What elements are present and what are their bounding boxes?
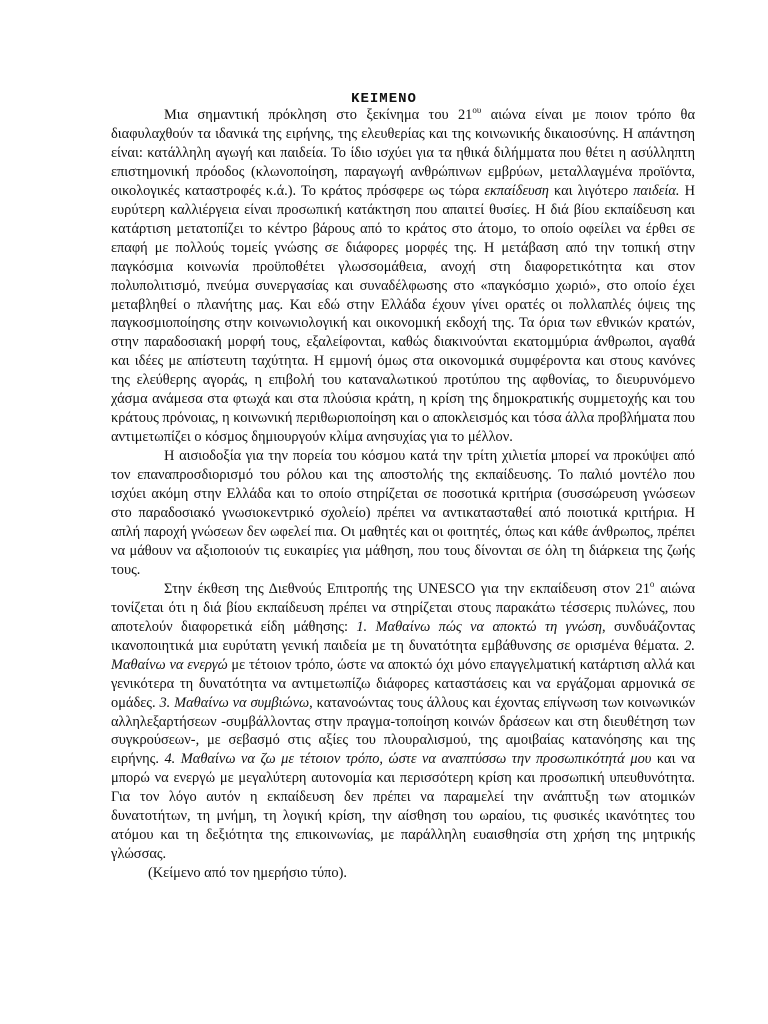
- paragraph-1: [111, 106, 695, 447]
- p1-text-a: Μια σημαντική πρόκληση στο ξεκίνημα του 21: [164, 107, 473, 123]
- p3-text-a: Στην έκθεση της Διεθνούς Επιτροπής της UNESCO για την εκπαίδευση στον 21: [164, 580, 650, 597]
- pillar-4: 4. Μαθαίνω να ζω με τέτοιον τρόπο, ώστε να αναπτύσσω την προσωπικότητά μου: [164, 751, 652, 768]
- p1-text-d: Η ευρύτερη καλλιέργεια είναι προσωπική κατάκτηση που απαιτεί θυσίες. Η διά βίου εκπαίδευση και κατάρτιση μετατοπίζει το κέντρο βάρους από το κράτος στο άτομο, το οποίο οφείλει να έρθει σε επαφή με πολλούς τομείς γνώσης σε διάφορες μορφές της. Η μετάβαση από την τοπική στην παγκόσμια κοινωνία προϋποθέτει γλωσσομάθεια, ανοχή στη διαφορετικότητα και στον πολυπολιτισμό, πνεύμα συνεργασίας και συναδέλφωσης στο «παγκόσμιο χωριό», στο οποίο έχει μεταβληθεί ο πλανήτης μας. Και εδώ στην Ελλάδα έχουν γίνει ορατές οι πολλαπλές όψεις της παγκοσμιοποίησης στην κοινωνιολογική και οικονομική εκδοχή της. Τα όρια των εθνικών κρατών, στην παραδοσιακή μορφή τους, εξαλείφονται, καθώς διακινούνται εκατομμύρια άνθρωποι, αγαθά και ιδέες με απίστευτη ταχύτητα. Η εμμονή όμως στα οικονομικά συμφέροντα και στους κανόνες της ελεύθερης αγοράς, η επιβολή του καταναλωτικού προτύπου της αφθονίας, το διευρυνόμενο χάσμα ανάμεσα στα φτωχά και στα πλούσια κράτη, η κρίση της δημοκρατικής συμμετοχής και του κράτους πρόνοιας, η κοινωνική περιθωριοποίηση και ο αποκλεισμός και τόσα άλλα προβλήματα που αντιμετωπίζει ο κόσμος δημιουργούν κλίμα ανησυχίας για το μέλλον.: [111, 182, 695, 446]
- pillar-3: 3. Μαθαίνω να συμβιώνω: [159, 694, 310, 711]
- p1-text-c: και λιγότερο: [548, 182, 634, 199]
- p1-emphasis-culture: παιδεία.: [633, 182, 680, 199]
- p1-superscript: ου: [472, 105, 482, 116]
- p3-superscript: ο: [649, 579, 655, 590]
- p3-text-f: και να μπορώ να ενεργώ με μεγαλύτερη αυτονομία και περισσότερη κρίση και προσωπική υπευθυνότητα. Για τον λόγο αυτόν η εκπαίδευση δεν πρέπει να παραμελεί την ανάπτυξη των ατομικών δυνατοτήτων, τη μνήμη, τη λογική κρίση, την αίσθηση του ωραίου, τις φυσικές ικανότητες του ατόμου και τη δεξιότητα της επικοινωνίας, με παράλληλη ευαισθησία στη χρήση της μητρικής γλώσσας.: [111, 751, 695, 863]
- paragraph-2: Η αισιοδοξία για την πορεία του κόσμου κατά την τρίτη χιλιετία μπορεί να προκύψει από τον επαναπροσδιορισμό του ρόλου και της αποστολής της εκπαίδευσης. Το παλιό μοντέλο που ισχύει ακόμη στην Ελλάδα και το οποίο στηρίζεται σε ποσοτικά κριτήρια (συσσώρευση γνώσεων στο παραδοσιακό γνωσιοκεντρικό σχολείο) πρέπει να αντικατασταθεί από ποιοτικά κριτήρια. Η απλή παροχή γνώσεων δεν ωφελεί πια. Οι μαθητές και οι φοιτητές, όπως και κάθε άνθρωπος, πρέπει να μάθουν να αξιοποιούν τις ευκαιρίες για μάθηση, που τους δίνονται σε όλη τη διάρκεια της ζωής τους.: [111, 448, 695, 578]
- p3-text-b: αιώνα τονίζεται ότι η διά βίου εκπαίδευση πρέπει να στηρίζεται στους παρακάτω τέσσερις πυλώνες, που αποτελούν διαφορετικά είδη μάθησης:: [111, 580, 695, 635]
- pillar-1: 1. Μαθαίνω πώς να αποκτώ τη γνώση: [356, 618, 602, 635]
- document-title: ΚΕΙΜΕΝΟ: [351, 91, 417, 107]
- p3-text-d: με τέτοιον τρόπο, ώστε να αποκτώ όχι μόνο επαγγελματική κατάρτιση αλλά και γενικότερα τη δυνατότητα να αντιμετωπίζω διάφορες καταστάσεις και να εργάζομαι αρμονικά σε ομάδες.: [111, 656, 695, 711]
- p3-text-c: , συνδυάζοντας ικανοποιητικά μια ευρύτατη γενική παιδεία με τη δυνατότητα εμβάθυνσης σε ορισμένα θέματα.: [111, 618, 695, 654]
- paragraph-3: [111, 580, 695, 864]
- document-body: [111, 106, 695, 883]
- p1-text-b: αιώνα είναι με ποιον τρόπο θα διαφυλαχθούν τα ιδανικά της ειρήνης, της ελευθερίας και της κοινωνικής δικαιοσύνης. Η απάντηση είναι: κατάλληλη αγωγή και παιδεία. Το ίδιο ισχύει για τα ηθικά διλήμματα που θέτει η ασύλληπτη επιστημονική πρόοδος (κλωνοποίηση, παραγωγή ανθρώπινων εμβρύων, μεταλλαγμένα προϊόντα, οικολογικές καταστροφές κ.ά.). Το κράτος πρόσφερε ως τώρα: [111, 107, 695, 199]
- pillar-2: 2. Μαθαίνω να ενεργώ: [111, 637, 695, 673]
- p1-emphasis-education: εκπαίδευση: [484, 182, 549, 199]
- source-note: (Κείμενο από τον ημερήσιο τύπο).: [148, 865, 348, 882]
- p3-text-e: , κατανοώντας τους άλλους και έχοντας επίγνωση των κοινωνικών αλληλεξαρτήσεων -συμβάλλοντας στην πραγμα-τοποίηση κοινών δράσεων και στη διευθέτηση των συγκρούσεων-, με σεβασμό στις αξίες του πλουραλισμού, της αμοιβαίας κατανόησης και της ειρήνης.: [111, 694, 695, 768]
